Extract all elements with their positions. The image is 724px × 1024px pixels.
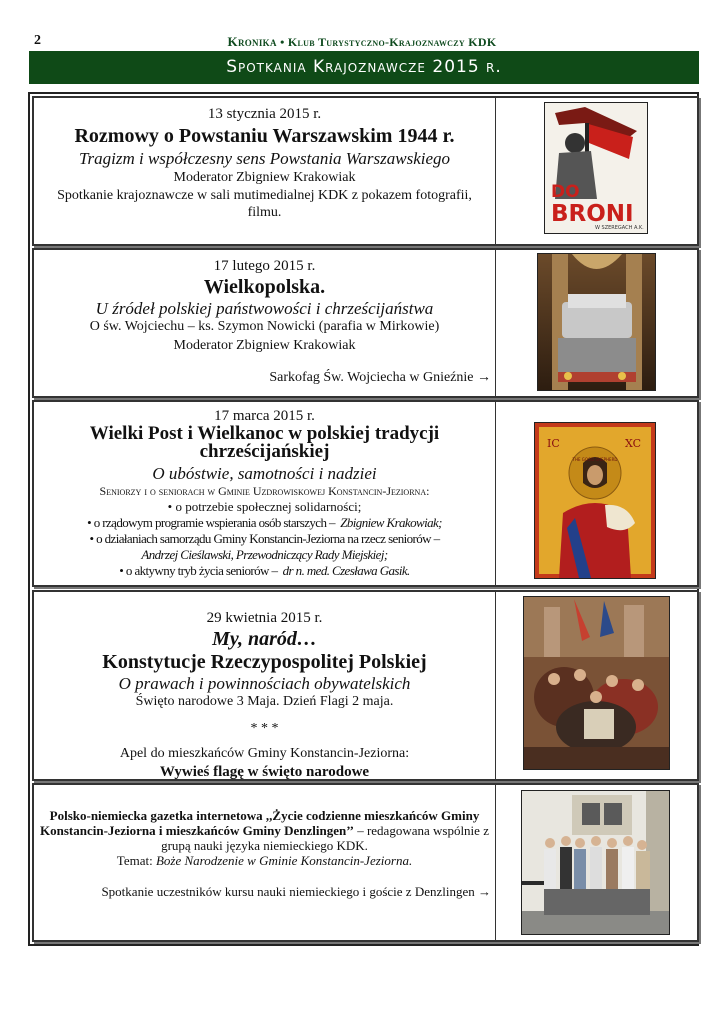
column-divider	[495, 785, 496, 940]
event-moderator: Moderator Zbigniew Krakowiak	[173, 170, 356, 185]
event-subtitle: U źródeł polskiej państwowości i chrześcijaństwa	[95, 299, 434, 318]
icon-label-text: THE GOOD SHEPHERD	[572, 457, 618, 462]
bullet-active-life	[34, 563, 495, 579]
page-banner: Spotkania Krajoznawcze 2015 r.	[29, 51, 699, 84]
bullet-text: • o rządowym programie wspierania osób starszych –	[87, 515, 335, 530]
page-number: 2	[34, 33, 41, 48]
event-description: Spotkanie krajoznawcze w sali mutimedialnej KDK z pokazem fotografii, filmu.	[57, 188, 472, 220]
event-title: Rozmowy o Powstaniu Warszawskim 1944 r.	[74, 125, 455, 147]
event-box-gazette	[32, 783, 699, 942]
event-text	[34, 98, 495, 244]
topic-label: Temat:	[116, 853, 156, 868]
poster-do-text: DO	[551, 182, 580, 202]
event-date: 29 kwietnia 2015 r.	[206, 610, 323, 626]
separator-stars: * * *	[250, 721, 279, 736]
event-text	[34, 785, 495, 940]
event-box-january	[32, 96, 699, 246]
event-date: 17 marca 2015 r.	[214, 408, 315, 424]
event-date: 17 lutego 2015 r.	[213, 258, 316, 274]
gazette-description	[38, 808, 491, 853]
gazette-topic	[34, 853, 495, 868]
icon-ic-text: IC	[547, 437, 560, 450]
gazette-title: Polsko-niemiecka gazetka internetowa ,,Życie codzienne mieszkańców Gminy Konstancin-Jeziorna i mieszkańców Gminy Denzlingen’’	[40, 808, 480, 838]
icon-xc-text: XC	[625, 437, 642, 450]
gazette-rest: – redagowana wspólnie z grupą nauki języka niemieckiego KDK.	[161, 823, 489, 853]
event-speaker: O św. Wojciechu – ks. Szymon Nowicki (parafia w Mirkowie)	[89, 319, 440, 334]
header-separator: •	[280, 35, 285, 49]
sarcophagus-photo	[537, 253, 656, 391]
event-subtitle: O prawach i powinnościach obywatelskich	[118, 674, 411, 693]
holiday-note: Święto narodowe 3 Maja. Dzień Flagi 2 maja.	[135, 694, 394, 709]
appeal-text: Apel do mieszkańców Gminy Konstancin-Jeziorna:	[119, 746, 410, 761]
column-divider	[495, 402, 496, 585]
constitution-painting-image	[523, 596, 670, 770]
do-broni-poster-image	[544, 102, 648, 234]
seniors-intro: Seniorzy i o seniorach w Gminie Uzdrowiskowej Konstancin-Jeziorna:	[99, 484, 430, 498]
bullet-speaker: Zbigniew Krakowiak;	[340, 515, 442, 530]
poster-broni-text: BRONI	[551, 201, 634, 227]
event-box-march	[32, 400, 699, 587]
good-shepherd-icon-image	[534, 422, 656, 579]
event-title-secondary: Konstytucje Rzeczypospolitej Polskiej	[102, 651, 427, 673]
event-subtitle: Tragizm i współczesny sens Powstania Warszawskiego	[78, 149, 451, 168]
flag-slogan: Wywieś flagę w święto narodowe	[159, 764, 370, 780]
topic-value: Boże Narodzenie w Gminie Konstancin-Jeziorna.	[155, 853, 413, 868]
event-title: Wielkopolska.	[203, 276, 326, 298]
header-org: KDK	[468, 35, 497, 49]
bullet-municipality-speaker: Andrzej Cieślawski, Przewodniczący Rady Miejskiej;	[141, 547, 388, 562]
event-text	[34, 250, 495, 396]
photo-caption: Sarkofag Św. Wojciecha w Gnieźnie →	[269, 370, 491, 385]
event-subtitle: O ubóstwie, samotności i nadziei	[152, 464, 377, 483]
event-box-february	[32, 248, 699, 398]
event-text	[34, 592, 495, 779]
header-prefix: Kronika	[227, 34, 277, 49]
event-text	[34, 402, 495, 585]
event-title: Wielki Post i Wielkanoc w polskiej tradycji chrześcijańskiej	[89, 423, 440, 462]
bullet-speaker: dr n. med. Czesława Gasik.	[282, 563, 410, 578]
poster-small-text: W SZEREGACH A.K.	[595, 225, 644, 231]
event-title: My, naród…	[212, 628, 317, 650]
column-divider	[495, 98, 496, 244]
event-date: 13 stycznia 2015 r.	[207, 106, 322, 122]
running-header	[0, 34, 724, 50]
bullet-government-program	[34, 515, 495, 531]
photo-caption: Spotkanie uczestników kursu nauki niemieckiego i goście z Denzlingen →	[101, 884, 491, 899]
column-divider	[495, 592, 496, 779]
column-divider	[495, 250, 496, 396]
event-box-april	[32, 590, 699, 781]
group-photo	[521, 790, 670, 935]
bullet-solidarity: • o potrzebie społecznej solidarności;	[167, 499, 362, 514]
header-club: Klub Turystyczno-Krajoznawczy	[287, 35, 465, 49]
event-moderator: Moderator Zbigniew Krakowiak	[173, 338, 356, 353]
bullet-municipality: • o działaniach samorządu Gminy Konstancin-Jeziorna na rzecz seniorów –	[89, 531, 440, 546]
bullet-text: • o aktywny tryb życia seniorów –	[119, 563, 278, 578]
